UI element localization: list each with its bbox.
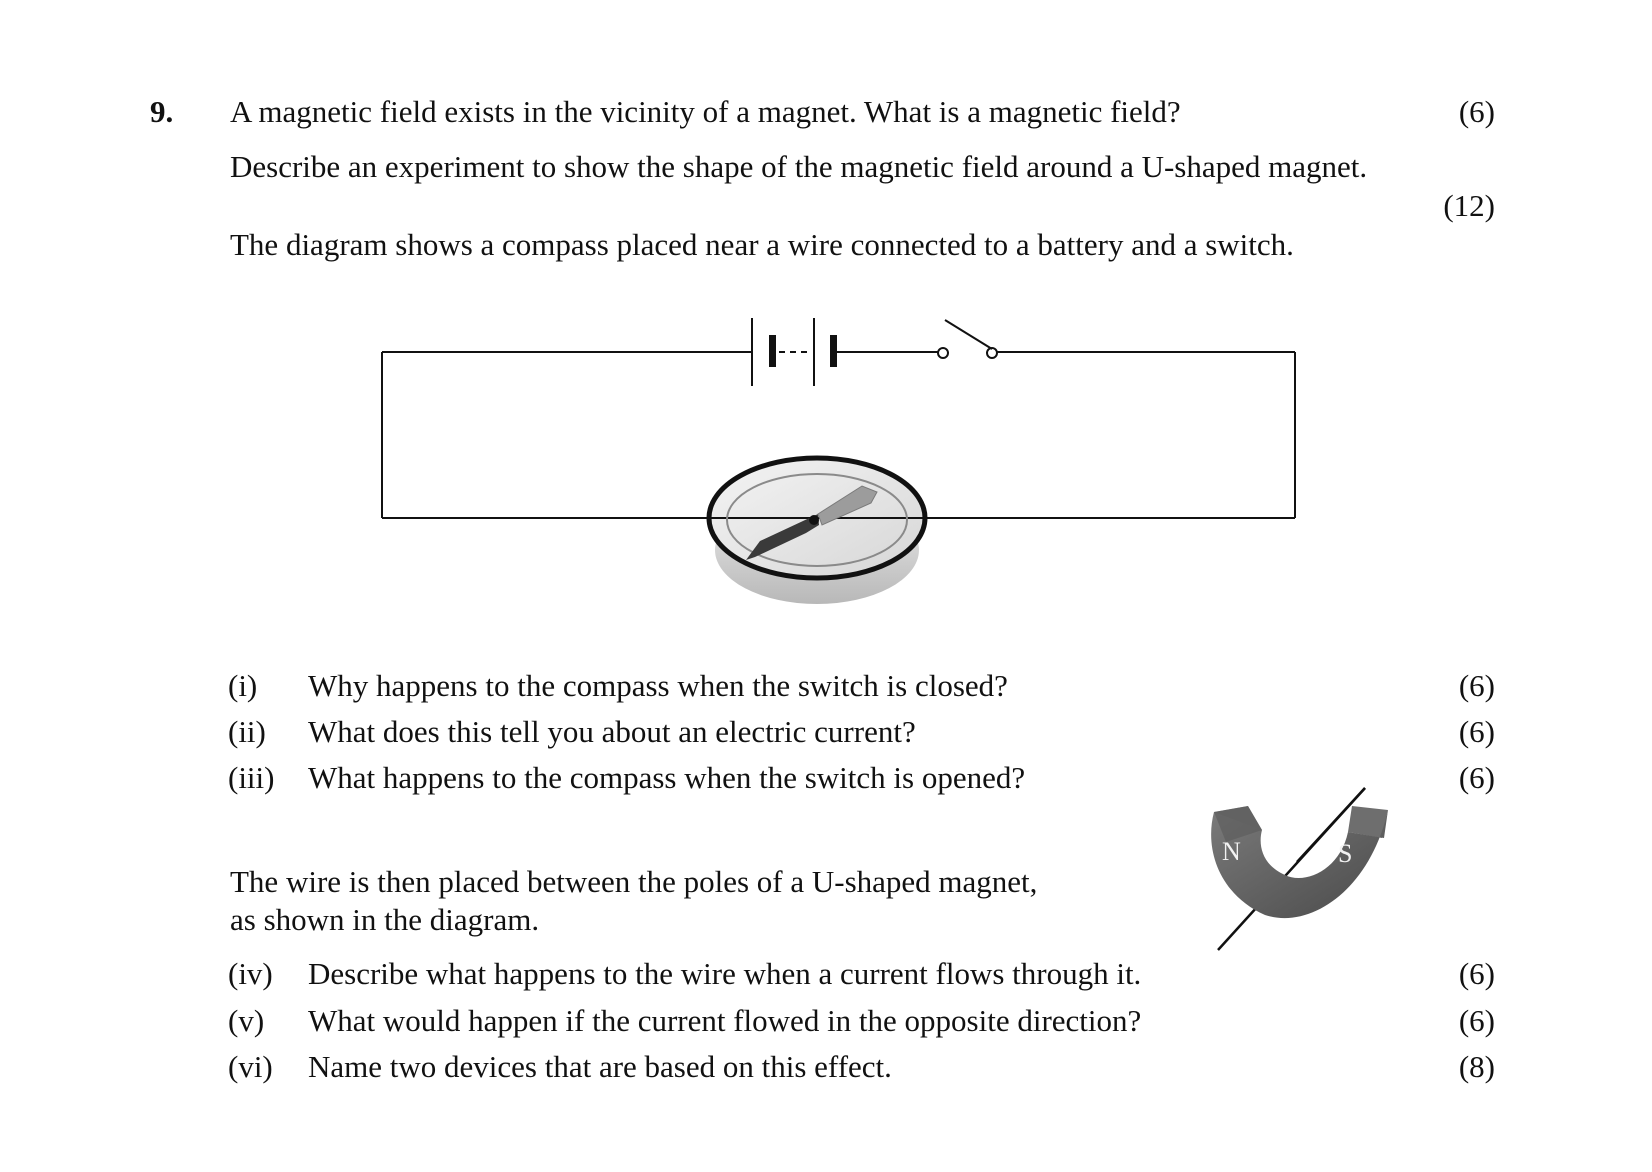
battery-cell-2-short — [830, 335, 837, 367]
battery-cell-1-short — [769, 335, 776, 367]
part-vi-label: (vi) — [228, 1049, 273, 1084]
part-i-text: Why happens to the compass when the switch is closed? — [308, 668, 1008, 703]
part-vi-marks: (8) — [1458, 1049, 1495, 1084]
magnet-text-1: The wire is then placed between the poles of a U-shaped magnet, — [230, 864, 1038, 899]
part-iii-text: What happens to the compass when the switch is opened? — [308, 760, 1026, 795]
part-iv-marks: (6) — [1458, 956, 1495, 991]
part-iii-label: (iii) — [228, 760, 275, 795]
part-ii-text: What does this tell you about an electric current? — [308, 714, 916, 749]
part-iv-text: Describe what happens to the wire when a current flows through it. — [308, 956, 1142, 991]
switch-lever — [945, 320, 992, 349]
magnet-south-label: S — [1338, 839, 1353, 868]
magnet-text-2: as shown in the diagram. — [230, 902, 540, 937]
part-ii-label: (ii) — [228, 714, 266, 749]
intro-1-marks: (6) — [1458, 94, 1495, 129]
intro-2-marks: (12) — [1443, 188, 1495, 223]
compass-pivot — [809, 515, 819, 525]
part-i-marks: (6) — [1458, 668, 1495, 703]
part-iv-label: (iv) — [228, 956, 273, 991]
compass — [709, 458, 925, 604]
part-v-marks: (6) — [1458, 1003, 1495, 1038]
question-intro-2: Describe an experiment to show the shape of the magnetic field around a U-shaped magnet. — [230, 149, 1368, 184]
switch-contact-left — [938, 348, 948, 358]
question-number: 9. — [150, 94, 174, 129]
part-ii-marks: (6) — [1458, 714, 1495, 749]
part-v-text: What would happen if the current flowed in the opposite direction? — [308, 1003, 1142, 1038]
magnet-north-label: N — [1222, 837, 1241, 866]
question-intro-3: The diagram shows a compass placed near a wire connected to a battery and a switch. — [230, 227, 1294, 262]
part-i-label: (i) — [228, 668, 258, 703]
part-vi-text: Name two devices that are based on this effect. — [308, 1049, 892, 1084]
part-v-label: (v) — [228, 1003, 265, 1038]
u-magnet-diagram — [1211, 788, 1388, 950]
switch-contact-right — [987, 348, 997, 358]
question-intro-1: A magnetic field exists in the vicinity of a magnet. What is a magnetic field? — [230, 94, 1181, 129]
part-iii-marks: (6) — [1458, 760, 1495, 795]
